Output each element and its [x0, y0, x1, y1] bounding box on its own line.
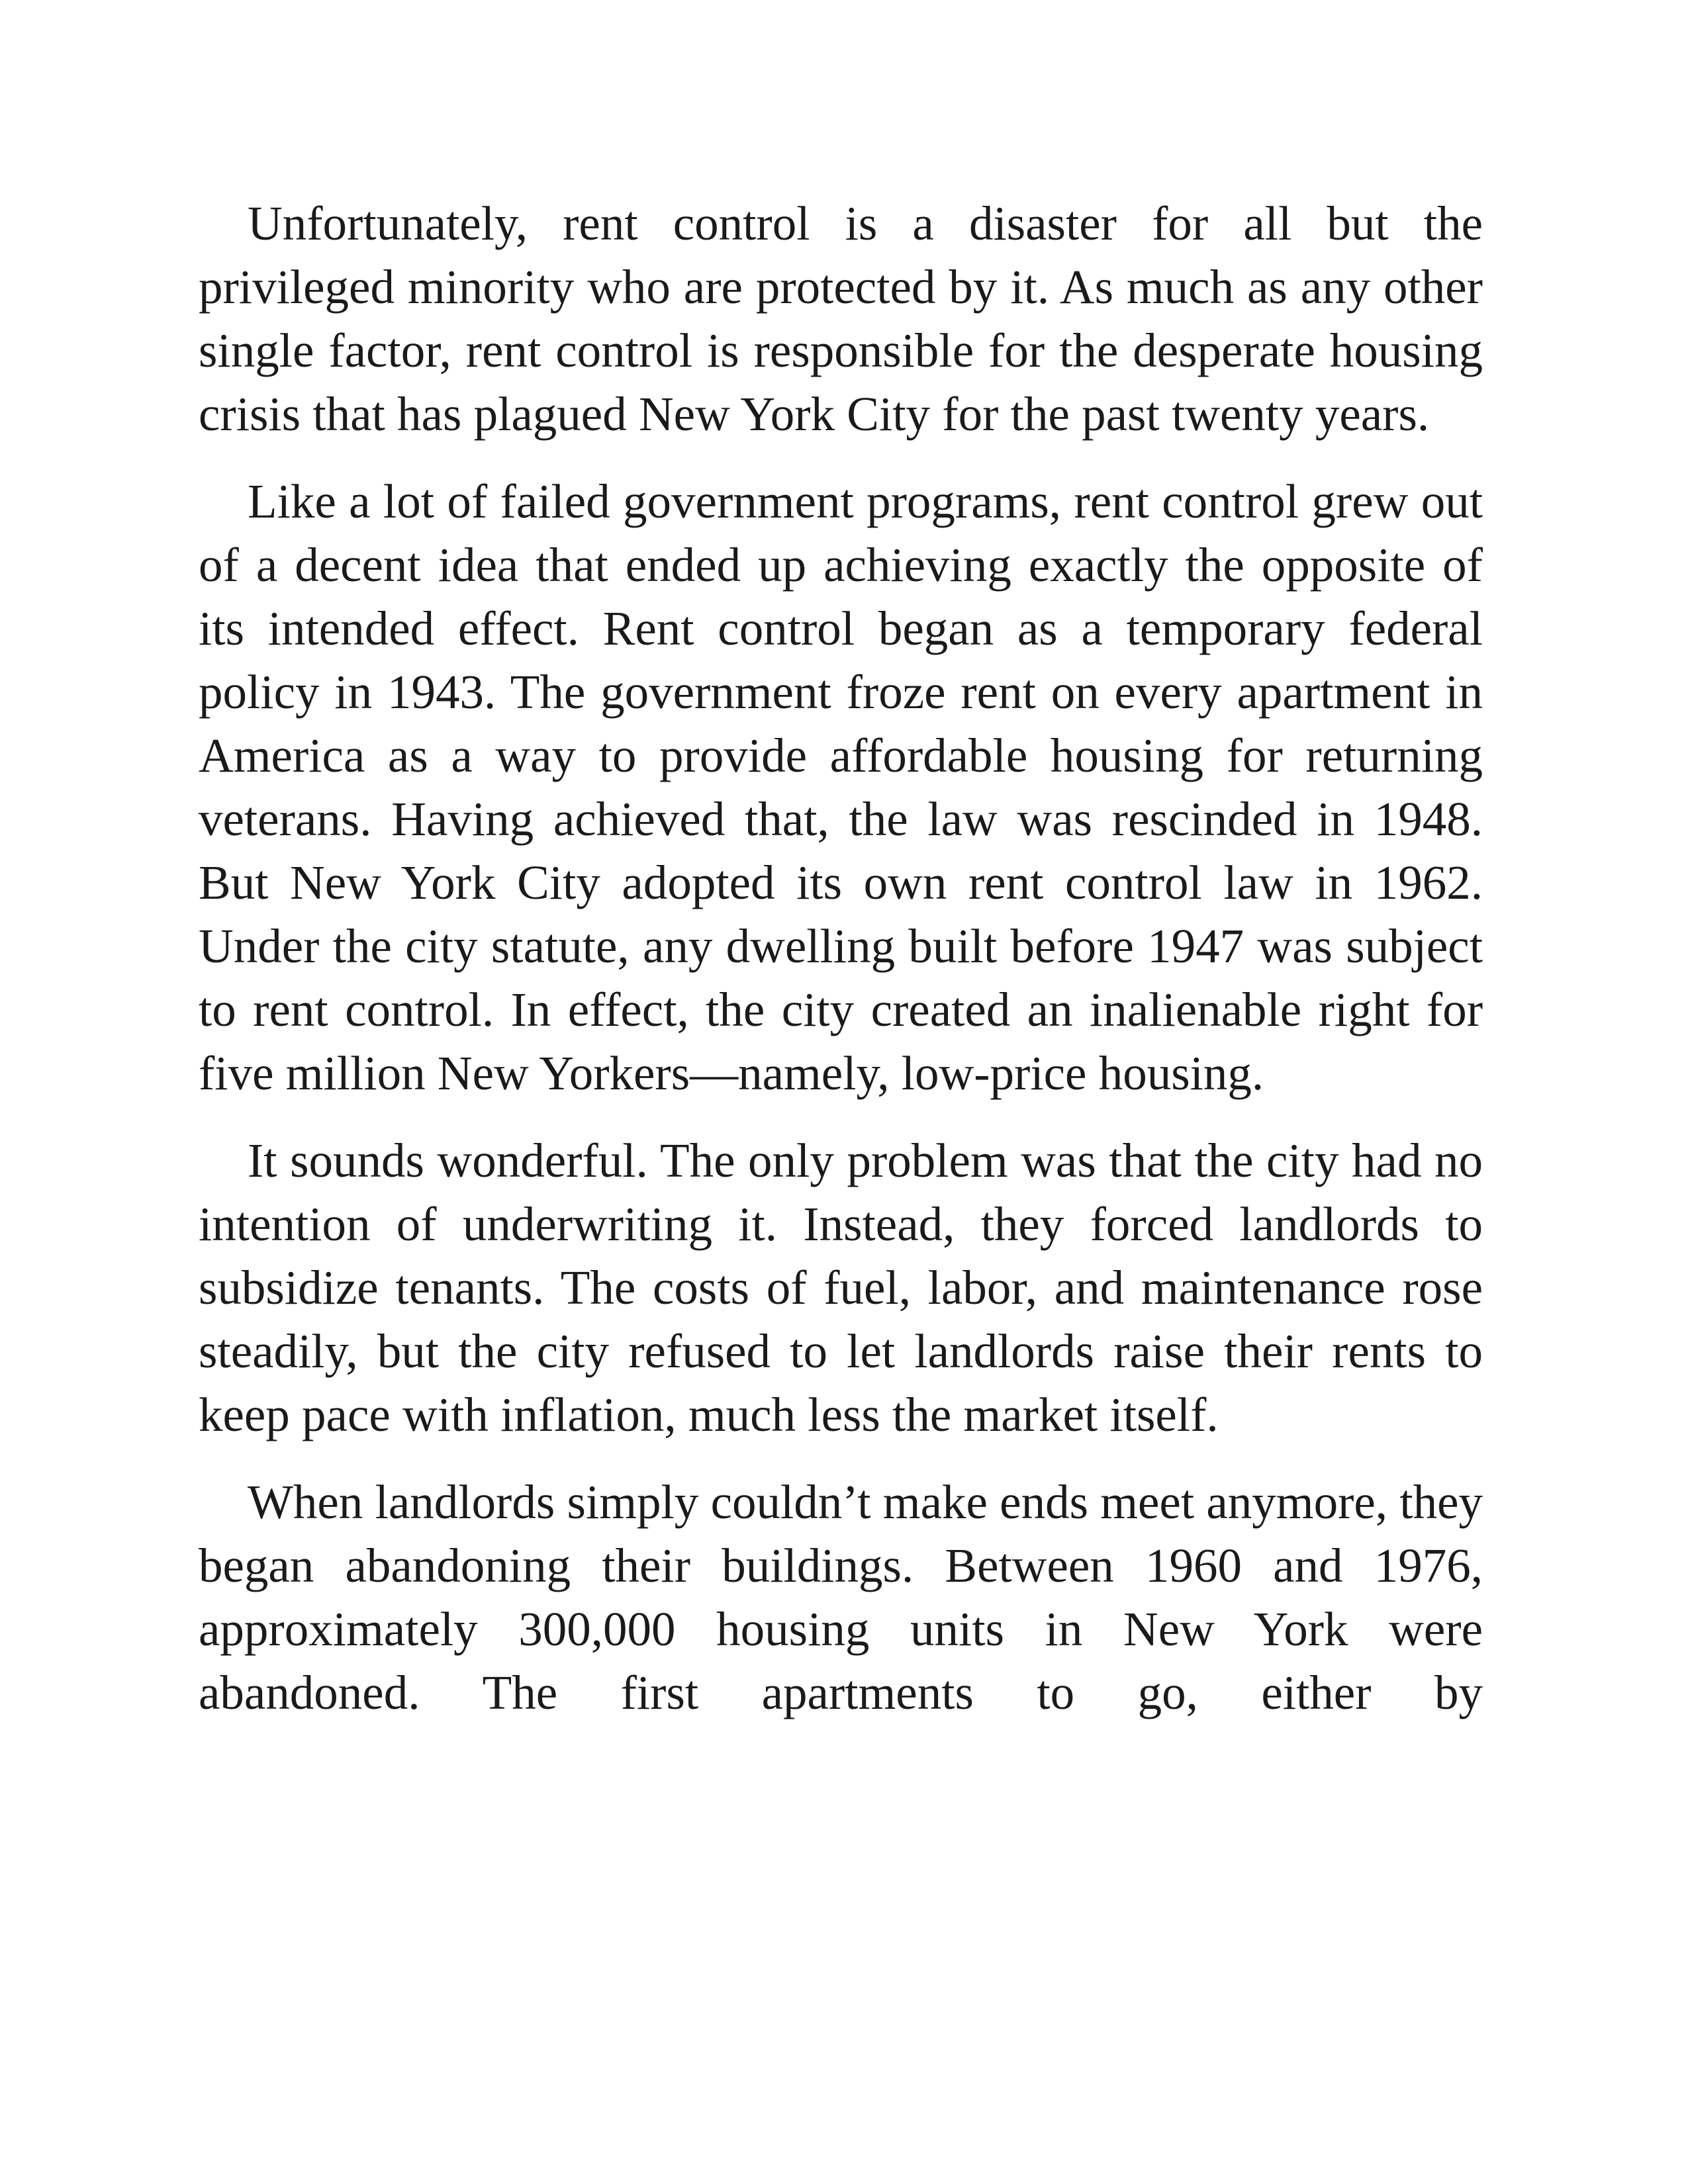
paragraph-rent-control-disaster: Unfortunately, rent control is a disaster for all but the privileged minority who are protected by it. As much as any other single factor, rent control is responsible for the desperate housing crisis that has plagued New York City for the past twenty years.	[199, 197, 1483, 441]
document-page	[199, 192, 1483, 1725]
paragraph-landlords-subsidize: It sounds wonderful. The only problem was that the city had no intention of underwriting it. Instead, they forced landlords to subsidize tenants. The costs of fuel, labor, and maintenance rose steadily, but the city refused to let landlords raise their rents to keep pace with inflation, much less the market itself.	[199, 1134, 1483, 1441]
paragraph-rent-control-history: Like a lot of failed government programs, rent control grew out of a decent idea that ended up achieving exactly the opposite of its intended effect. Rent control began as a temporary federal policy in 1943. The government froze rent on every apartment in America as a way to provide affordable housing for returning veterans. Having achieved that, the law was rescinded in 1948. But New York City adopted its own rent control law in 1962. Under the city statute, any dwelling built before 1947 was subject to rent control. In effect, the city created an inalienable right for five million New Yorkers—namely, low-price housing.	[199, 475, 1483, 1100]
paragraph-buildings-abandoned: When landlords simply couldn’t make ends meet anymore, they began abandoning their buildings. Between 1960 and 1976, approximately 300,000 housing units in New York were abandoned. The first apartments to go, either by	[199, 1475, 1483, 1719]
